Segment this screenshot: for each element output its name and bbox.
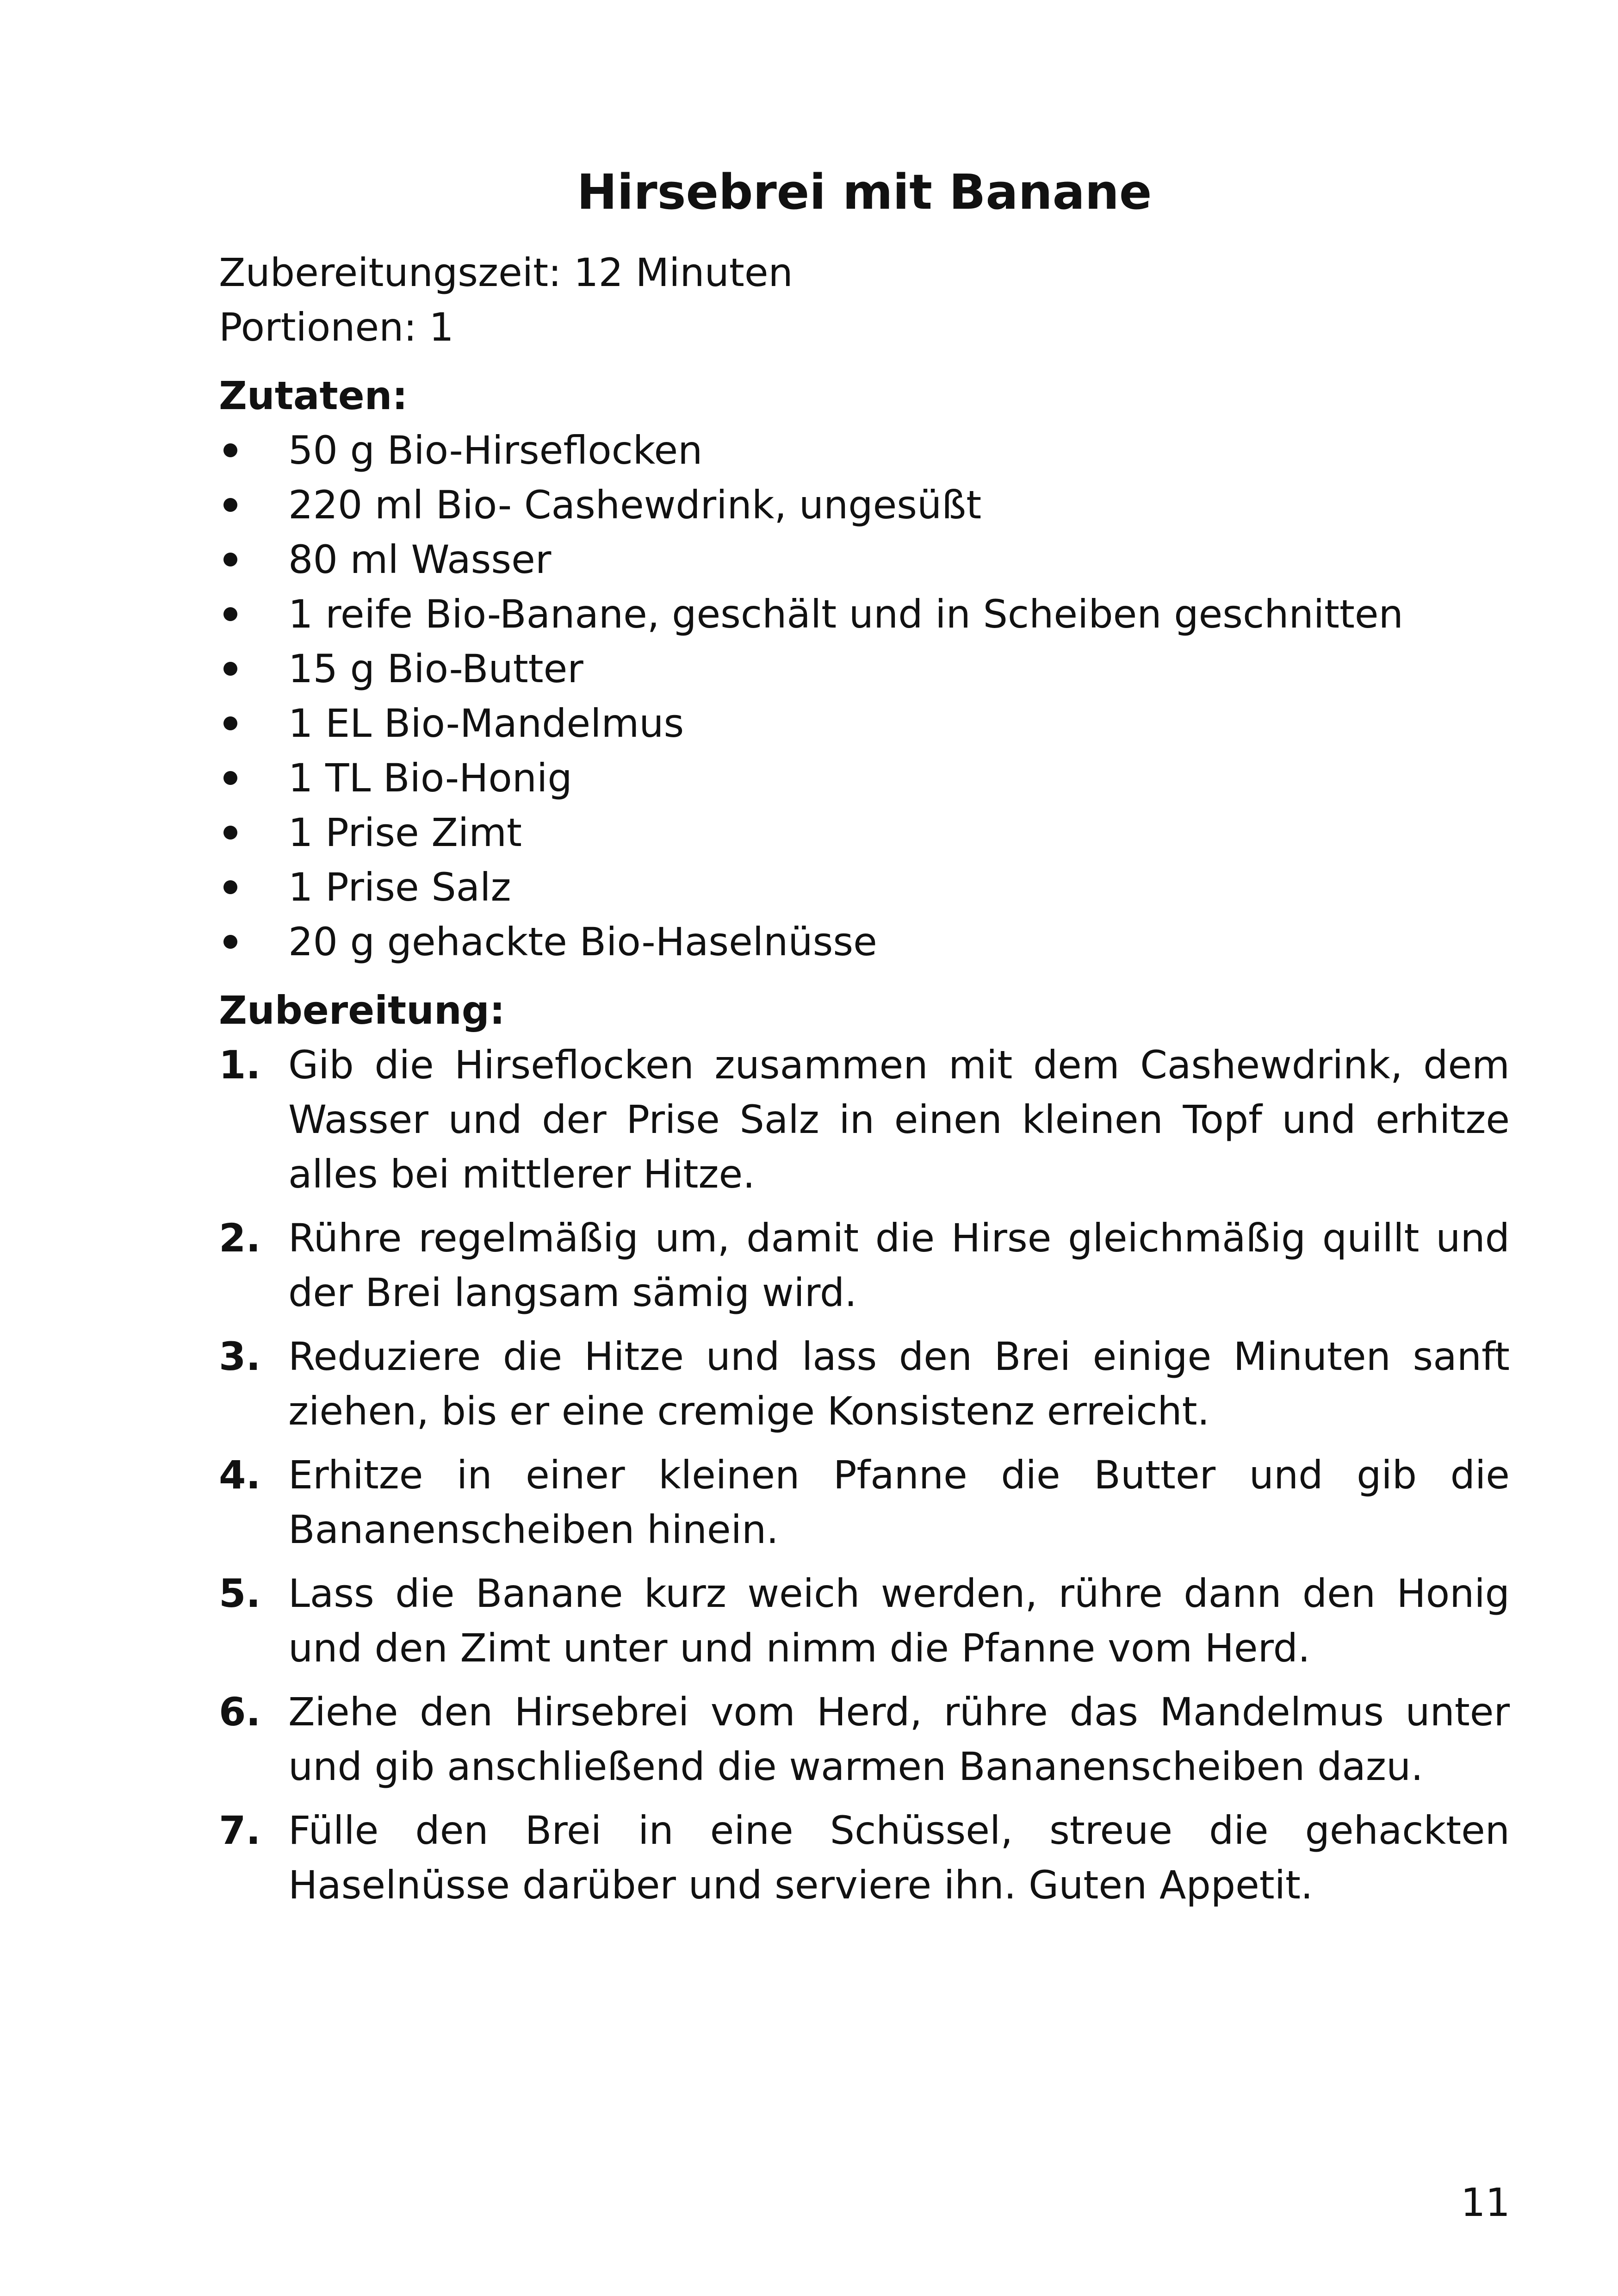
ingredient-item: 50 g Bio-Hirseflocken — [219, 423, 1510, 478]
ingredient-item: 220 ml Bio- Cashewdrink, ungesüßt — [219, 478, 1510, 532]
step-item — [219, 1685, 1510, 1794]
step-text: Gib die Hirseflocken zusammen mit dem Cashewdrink, dem Wasser und der Prise Salz in einen kleinen Topf und erhitze alles bei mittlerer Hitze. — [288, 1042, 1510, 1197]
ingredients-heading: Zutaten: — [219, 373, 408, 418]
servings: Portionen: 1 — [219, 305, 454, 350]
step-text: Reduziere die Hitze und lass den Brei einige Minuten sanft ziehen, bis er eine cremige Konsistenz erreicht. — [288, 1334, 1510, 1434]
bullet-icon — [223, 662, 237, 676]
ingredients-list — [219, 423, 1510, 969]
bullet-icon — [223, 771, 237, 785]
ingredient-item: 1 TL Bio-Honig — [219, 751, 1510, 805]
ingredient-item: 20 g gehackte Bio-Haselnüsse — [219, 915, 1510, 969]
step-item — [219, 1566, 1510, 1675]
preparation-steps — [219, 1038, 1510, 1912]
ingredient-item: 1 Prise Zimt — [219, 805, 1510, 860]
step-number: 6. — [219, 1689, 261, 1735]
preparation-heading: Zubereitung: — [219, 988, 505, 1033]
step-number: 2. — [219, 1215, 261, 1261]
step-item — [219, 1211, 1510, 1320]
step-item — [219, 1329, 1510, 1438]
step-text: Ziehe den Hirsebrei vom Herd, rühre das Mandelmus unter und gib anschließend die warmen Bananenscheiben dazu. — [288, 1689, 1510, 1789]
bullet-icon — [223, 553, 237, 566]
bullet-icon — [223, 716, 237, 730]
step-text: Lass die Banane kurz weich werden, rühre dann den Honig und den Zimt unter und nimm die Pfanne vom Herd. — [288, 1571, 1510, 1671]
step-number: 1. — [219, 1042, 261, 1088]
recipe-content — [219, 162, 1510, 1922]
bullet-icon — [223, 607, 237, 621]
ingredient-item: 15 g Bio-Butter — [219, 641, 1510, 696]
prep-time: Zubereitungszeit: 12 Minuten — [219, 250, 793, 295]
step-number: 7. — [219, 1808, 261, 1853]
step-number: 4. — [219, 1452, 261, 1498]
page-number: 11 — [1461, 2180, 1510, 2225]
ingredient-item: 1 Prise Salz — [219, 860, 1510, 915]
bullet-icon — [223, 935, 237, 949]
step-text: Fülle den Brei in eine Schüssel, streue die gehackten Haselnüsse darüber und serviere ihn. Guten Appetit. — [288, 1808, 1510, 1908]
ingredient-item: 1 EL Bio-Mandelmus — [219, 696, 1510, 751]
step-number: 3. — [219, 1334, 261, 1379]
step-item — [219, 1803, 1510, 1912]
ingredient-item: 80 ml Wasser — [219, 532, 1510, 587]
step-number: 5. — [219, 1571, 261, 1616]
step-item — [219, 1448, 1510, 1557]
bullet-icon — [223, 880, 237, 894]
step-item — [219, 1038, 1510, 1201]
recipe-title: Hirsebrei mit Banane — [577, 164, 1152, 220]
ingredient-item: 1 reife Bio-Banane, geschält und in Scheiben geschnitten — [219, 587, 1510, 641]
bullet-icon — [223, 443, 237, 457]
bullet-icon — [223, 826, 237, 840]
step-text: Rühre regelmäßig um, damit die Hirse gleichmäßig quillt und der Brei langsam sämig wird. — [288, 1215, 1510, 1315]
step-text: Erhitze in einer kleinen Pfanne die Butter und gib die Bananenscheiben hinein. — [288, 1452, 1510, 1552]
bullet-icon — [223, 498, 237, 512]
